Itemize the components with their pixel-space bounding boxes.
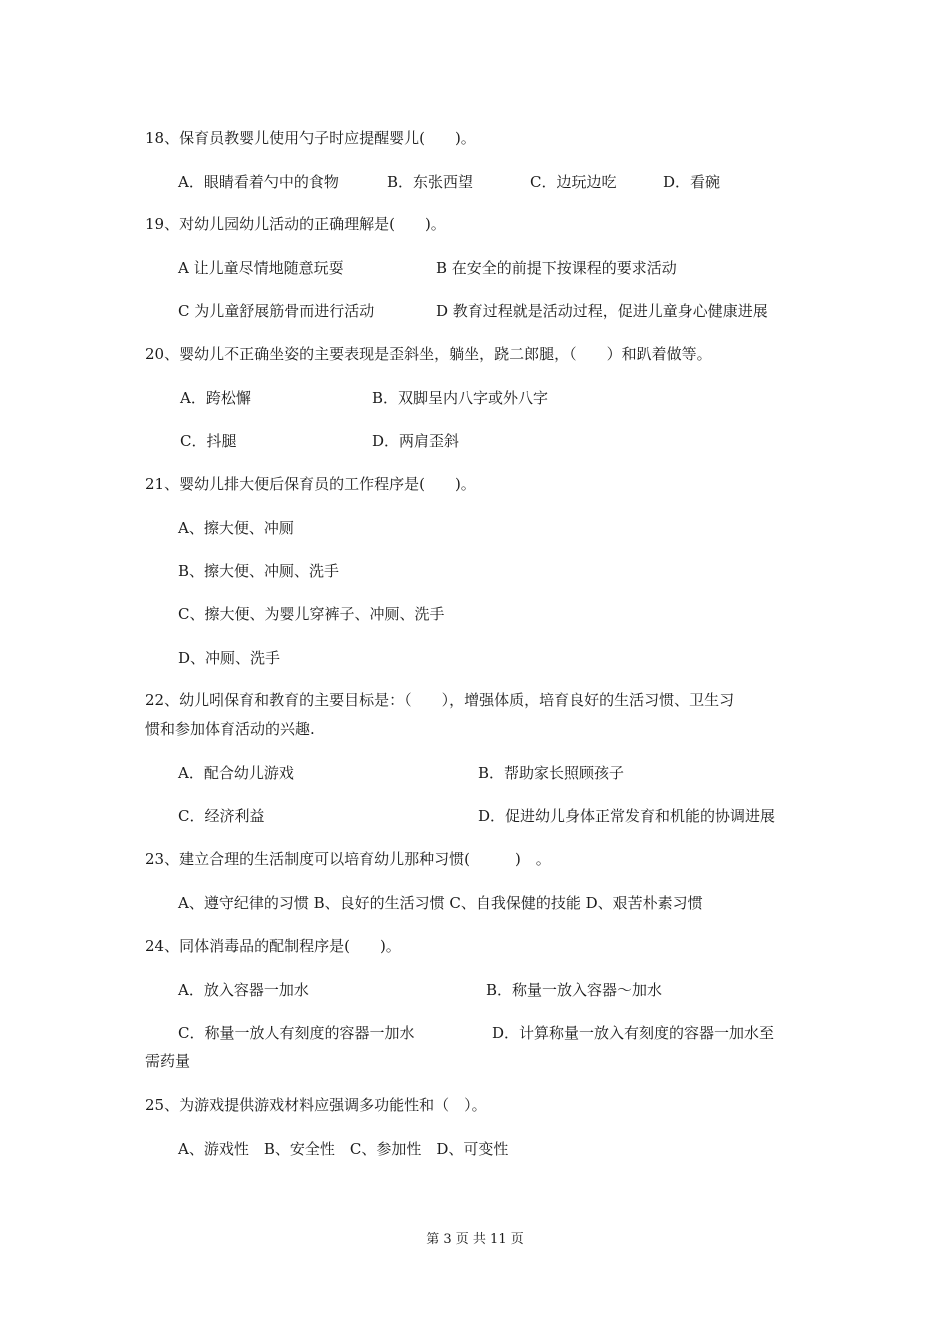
q24-option-c: C．称量一放人有刻度的容器一加水 — [178, 1024, 415, 1042]
q20-option-b: B．双脚呈内八字或外八字 — [372, 389, 549, 407]
q21-option-b: B、擦大便、冲厕、洗手 — [178, 562, 340, 580]
question-22-stem-continued: 惯和参加体育活动的兴趣. — [145, 720, 315, 738]
q19-option-c: C 为儿童舒展筋骨而进行活动 — [178, 302, 375, 320]
q23-options: A、遵守纪律的习惯 B、良好的生活习惯 C、自我保健的技能 D、艰苦朴素习惯 — [178, 894, 703, 912]
q22-option-a: A．配合幼儿游戏 — [178, 764, 294, 782]
q24-option-a: A．放入容器一加水 — [178, 981, 309, 999]
question-21-stem: 21、婴幼儿排大便后保育员的工作程序是( )。 — [145, 475, 476, 493]
question-19-stem: 19、对幼儿园幼儿活动的正确理解是( )。 — [145, 215, 446, 233]
q19-option-a: A 让儿童尽情地随意玩耍 — [178, 259, 344, 277]
q19-option-d: D 教育过程就是活动过程，促进儿童身心健康进展 — [436, 302, 768, 320]
q21-option-d: D、冲厕、洗手 — [178, 649, 281, 667]
q20-option-d: D．两肩歪斜 — [372, 432, 460, 450]
question-18-stem: 18、保育员教婴儿使用勺子时应提醒婴儿( )。 — [145, 129, 476, 147]
q18-option-a: A．眼睛看着勺中的食物 — [178, 173, 339, 191]
q19-option-b: B 在安全的前提下按课程的要求活动 — [436, 259, 677, 277]
question-24-stem: 24、同体消毒品的配制程序是( )。 — [145, 937, 401, 955]
question-20-stem: 20、婴幼儿不正确坐姿的主要表现是歪斜坐，躺坐，跷二郎腿，（ ）和趴着做等。 — [145, 345, 712, 363]
q20-option-c: C．抖腿 — [180, 432, 237, 450]
q20-option-a: A．跨松懈 — [180, 389, 251, 407]
q25-options: A、游戏性 B、安全性 C、参加性 D、可变性 — [178, 1140, 509, 1158]
q24-option-d: D．计算称量一放入有刻度的容器一加水至 — [492, 1024, 775, 1042]
q18-option-c: C．边玩边吃 — [530, 173, 617, 191]
q18-option-d: D．看碗 — [663, 173, 721, 191]
q18-option-b: B．东张西望 — [387, 173, 474, 191]
question-25-stem: 25、为游戏提供游戏材料应强调多功能性和（ ）。 — [145, 1096, 487, 1114]
question-22-stem: 22、幼儿吲保育和教育的主要目标是：（ ），增强体质，培育良好的生活习惯、卫生习 — [145, 691, 735, 709]
q22-option-d: D．促进幼儿身体正常发育和机能的协调进展 — [478, 807, 776, 825]
q21-option-a: A、擦大便、冲厕 — [178, 519, 294, 537]
q22-option-c: C．经济利益 — [178, 807, 265, 825]
q21-option-c: C、擦大便、为婴儿穿裤子、冲厕、洗手 — [178, 605, 445, 623]
q24-option-d-continued: 需药量 — [145, 1052, 191, 1070]
page-number-footer: 第 3 页 共 11 页 — [426, 1232, 524, 1247]
q24-option-b: B．称量一放入容器～加水 — [486, 981, 663, 999]
question-23-stem: 23、建立合理的生活制度可以培育幼儿那种习惯( ) 。 — [145, 850, 551, 868]
q22-option-b: B．帮助家长照顾孩子 — [478, 764, 625, 782]
